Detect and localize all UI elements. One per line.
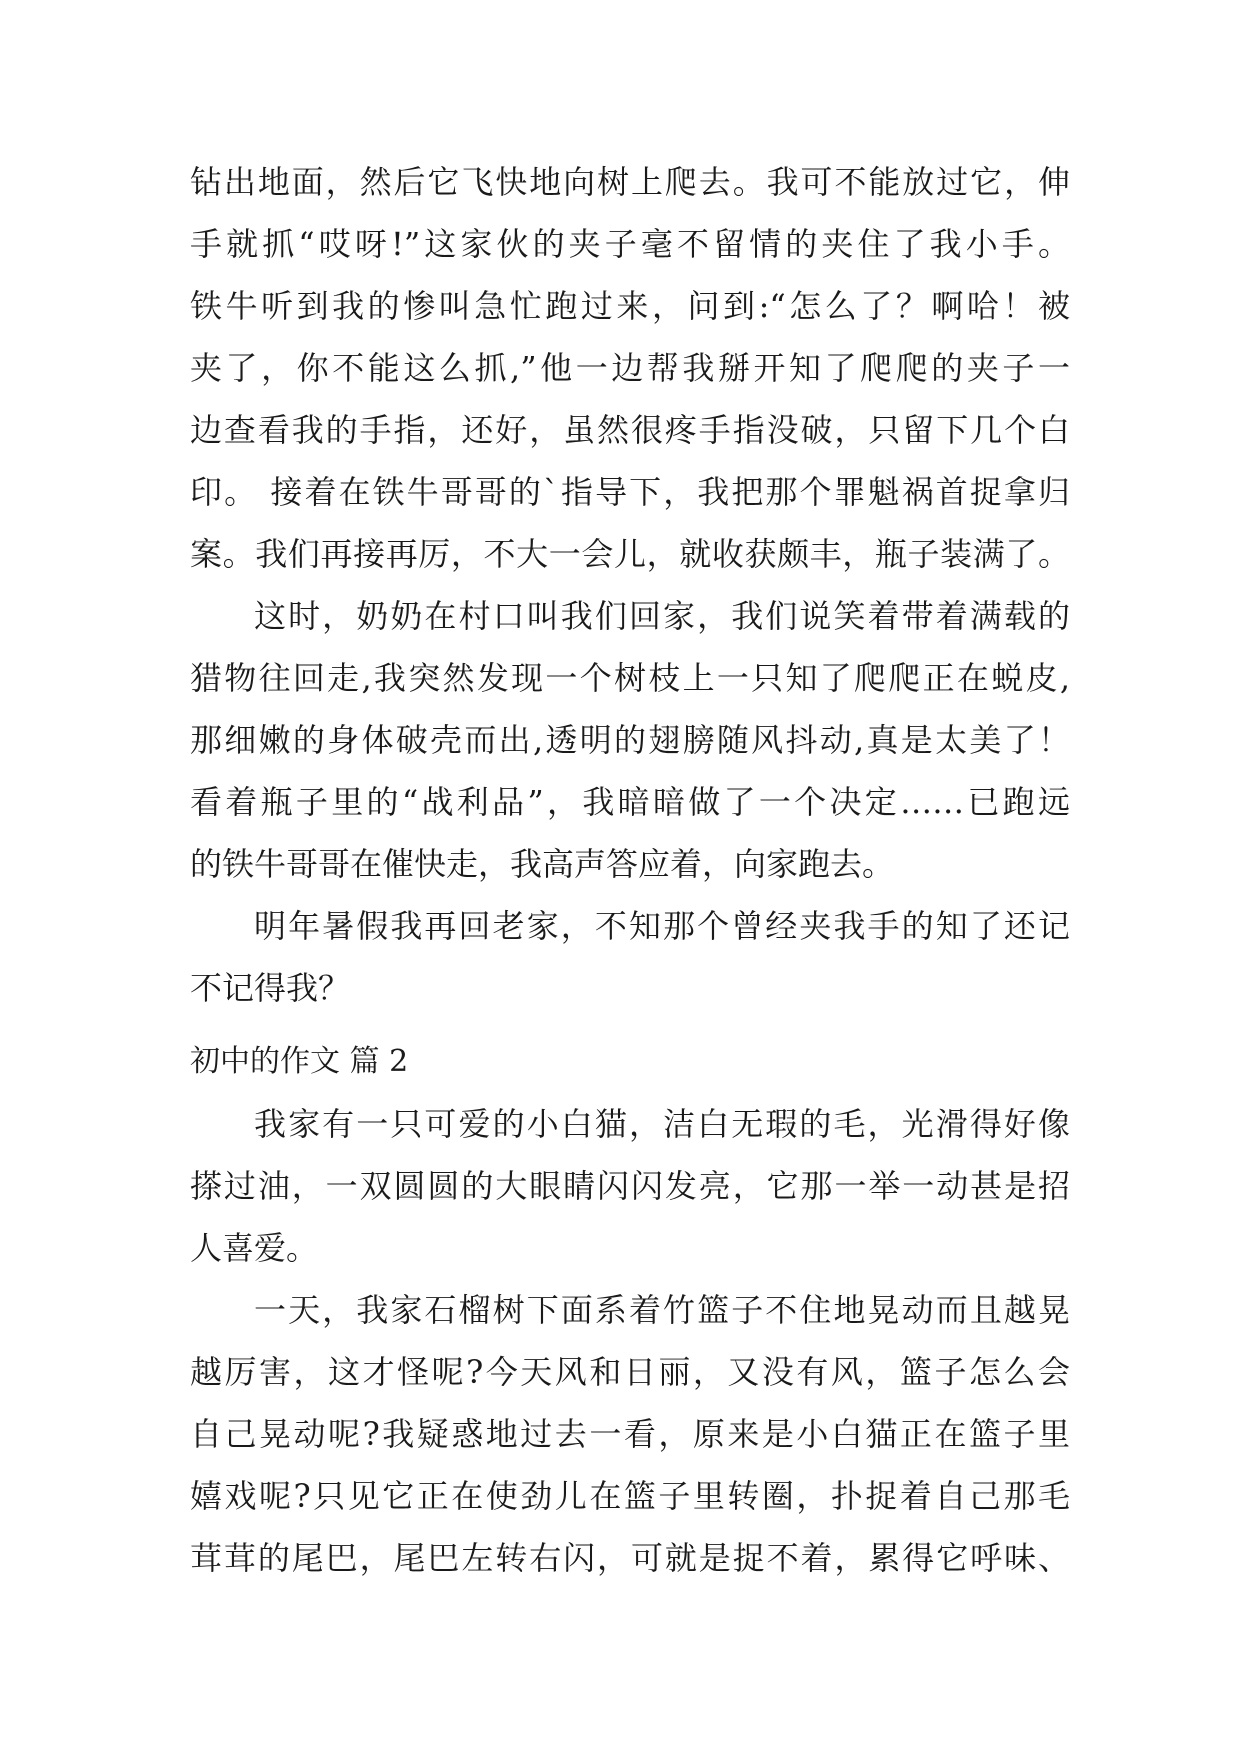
paragraph-line: 夹了，你不能这么抓,”他一边帮我掰开知了爬爬的夹子一 xyxy=(190,349,1070,387)
section-heading: 初中的作文 篇 2 xyxy=(190,1044,409,1079)
paragraph-line: 的铁牛哥哥在催快走，我高声答应着，向家跑去。 xyxy=(190,845,895,883)
paragraph-line: 人喜爱。 xyxy=(190,1229,319,1267)
paragraph-line: 越厉害，这才怪呢?今天风和日丽，又没有风，篮子怎么会 xyxy=(190,1353,1070,1391)
paragraph-line: 不记得我？ xyxy=(190,969,351,1007)
paragraph-line: 我家有一只可爱的小白猫，洁白无瑕的毛，光滑得好像 xyxy=(254,1105,1070,1143)
paragraph-line: 搽过油，一双圆圆的大眼睛闪闪发亮，它那一举一动甚是招 xyxy=(190,1167,1070,1205)
paragraph-line: 一天，我家石榴树下面系着竹篮子不住地晃动而且越晃 xyxy=(254,1291,1070,1329)
paragraph-line: 钻出地面，然后它飞快地向树上爬去。我可不能放过它，伸 xyxy=(190,163,1070,201)
paragraph-line: 茸茸的尾巴，尾巴左转右闪，可就是捉不着，累得它呼味、 xyxy=(190,1539,1070,1577)
paragraph-line: 这时，奶奶在村口叫我们回家，我们说笑着带着满载的 xyxy=(254,597,1070,635)
paragraph-line: 猎物往回走,我突然发现一个树枝上一只知了爬爬正在蜕皮, xyxy=(190,659,1070,697)
paragraph-line: 手就抓“哎呀!”这家伙的夹子毫不留情的夹住了我小手。 xyxy=(190,225,1070,263)
paragraph-line: 印。 接着在铁牛哥哥的`指导下，我把那个罪魁祸首捉拿归 xyxy=(190,473,1070,511)
paragraph-line: 明年暑假我再回老家，不知那个曾经夹我手的知了还记 xyxy=(254,907,1070,945)
paragraph-line: 边查看我的手指，还好，虽然很疼手指没破，只留下几个白 xyxy=(190,411,1070,449)
paragraph-line: 自己晃动呢?我疑惑地过去一看，原来是小白猫正在篮子里 xyxy=(190,1415,1070,1453)
paragraph-line: 嬉戏呢?只见它正在使劲儿在篮子里转圈，扑捉着自己那毛 xyxy=(190,1477,1070,1515)
paragraph-line: 案。我们再接再厉，不大一会儿，就收获颇丰，瓶子装满了。 xyxy=(190,535,1070,573)
paragraph-line: 那细嫩的身体破壳而出,透明的翅膀随风抖动,真是太美了！ xyxy=(190,721,1070,759)
paragraph-line: 铁牛听到我的惨叫急忙跑过来，问到:“怎么了？啊哈！被 xyxy=(190,287,1070,325)
paragraph-line: 看着瓶子里的“战利品”，我暗暗做了一个决定……已跑远 xyxy=(190,783,1070,821)
